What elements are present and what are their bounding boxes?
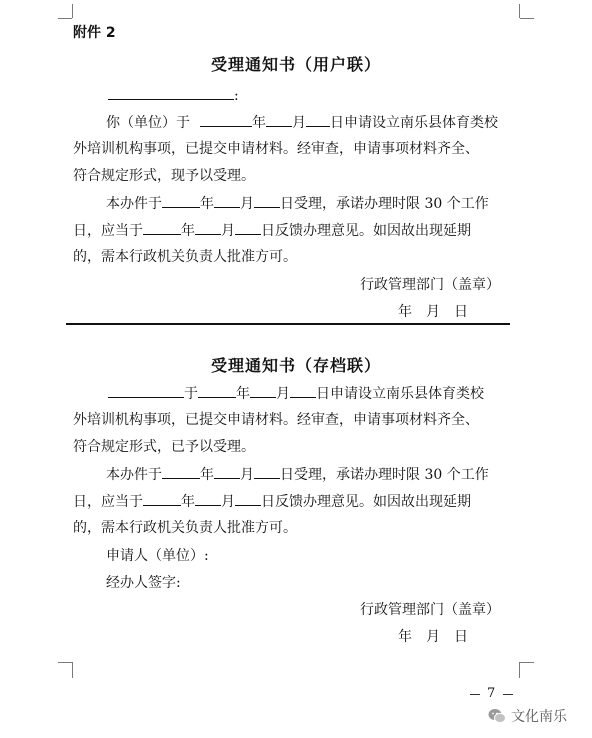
month-label: 月 [240,467,254,483]
year-blank[interactable] [143,491,181,506]
text: 日反馈办理意见。如因故出现延期 [261,223,471,239]
archive-copy-line-5 [73,491,543,512]
month-label: 月 [221,494,235,510]
user-copy-line-1 [106,112,576,133]
year-blank[interactable] [200,112,252,127]
applicant-label: 申请人（单位）: [106,548,209,564]
text: 本办件于 [106,467,162,483]
day-blank[interactable] [254,464,280,479]
year-label: 年 [200,467,214,483]
month-blank[interactable] [214,193,240,208]
user-copy-title: 受理通知书（用户联） [210,55,381,74]
text: 日，应当于 [73,494,143,510]
crop-mark-bottom-left-h [58,662,72,663]
tear-off-separator [66,323,510,325]
user-copy-line-4 [106,193,576,214]
day-blank[interactable] [235,220,261,235]
user-copy-date: 年 月 日 [398,304,468,320]
text: 日申请设立南乐县体育类校 [316,386,484,402]
crop-mark-top-right-h [520,18,534,19]
day-blank[interactable] [235,491,261,506]
user-copy-addressee-line [108,85,578,106]
crop-mark-bottom-right-h [520,662,534,663]
year-label: 年 [200,196,214,212]
text: 日受理，承诺办理时限 30 个工作 [280,467,489,483]
year-blank[interactable] [198,383,236,398]
user-copy-line-2: 外培训机构事项，已提交申请材料。经审查，申请事项材料齐全、 [73,141,479,157]
attachment-label: 附件 2 [73,25,116,41]
day-blank[interactable] [290,383,316,398]
archive-copy-date: 年 月 日 [398,629,468,645]
page-number-dash-right [503,694,513,695]
wechat-icon [488,708,506,724]
crop-mark-top-right-v [519,4,520,18]
colon: : [234,88,239,104]
crop-mark-bottom-right-v [519,662,520,678]
user-copy-line-3: 符合规定形式，现予以受理。 [73,168,255,184]
text: 日反馈办理意见。如因故出现延期 [261,494,471,510]
text: 你（单位）于 [106,115,190,131]
text: 于 [184,386,198,402]
month-blank[interactable] [195,220,221,235]
handler-signature-label: 经办人签字: [106,575,181,591]
year-blank[interactable] [162,464,200,479]
text: 日受理，承诺办理时限 30 个工作 [280,196,489,212]
text: 日，应当于 [73,223,143,239]
year-blank[interactable] [143,220,181,235]
month-blank[interactable] [250,383,276,398]
user-copy-line-5 [73,220,543,241]
archive-copy-title: 受理通知书（存档联） [210,356,381,375]
user-copy-dept-seal: 行政管理部门（盖章） [360,277,500,293]
day-blank[interactable] [306,112,330,127]
text: 日申请设立南乐县体育类校 [330,115,498,131]
crop-mark-bottom-left-v [72,662,73,678]
archive-copy-line-6: 的，需本行政机关负责人批准方可。 [73,520,297,536]
watermark [488,706,567,726]
archive-copy-line-1 [108,383,578,404]
archive-copy-line-2: 外培训机构事项，已提交申请材料。经审查，申请事项材料齐全、 [73,412,479,428]
addressee-blank[interactable] [108,85,234,100]
page-number-dash-left [470,694,480,695]
month-label: 月 [221,223,235,239]
page-number: 7 [487,686,496,701]
month-label: 月 [292,115,306,131]
year-label: 年 [236,386,250,402]
day-blank[interactable] [254,193,280,208]
user-copy-line-6: 的，需本行政机关负责人批准方可。 [73,249,297,265]
applicant-blank[interactable] [108,383,184,398]
month-blank[interactable] [195,491,221,506]
year-label: 年 [181,223,195,239]
month-label: 月 [276,386,290,402]
year-label: 年 [181,494,195,510]
archive-copy-line-4 [106,464,576,485]
year-blank[interactable] [162,193,200,208]
crop-mark-top-left-v [72,4,73,18]
text: 本办件于 [106,196,162,212]
watermark-text: 文化南乐 [511,709,567,725]
archive-copy-line-3: 符合规定形式，已予以受理。 [73,439,255,455]
month-blank[interactable] [266,112,292,127]
archive-copy-dept-seal: 行政管理部门（盖章） [360,602,500,618]
crop-mark-top-left-h [58,18,72,19]
month-label: 月 [240,196,254,212]
month-blank[interactable] [214,464,240,479]
year-label: 年 [252,115,266,131]
